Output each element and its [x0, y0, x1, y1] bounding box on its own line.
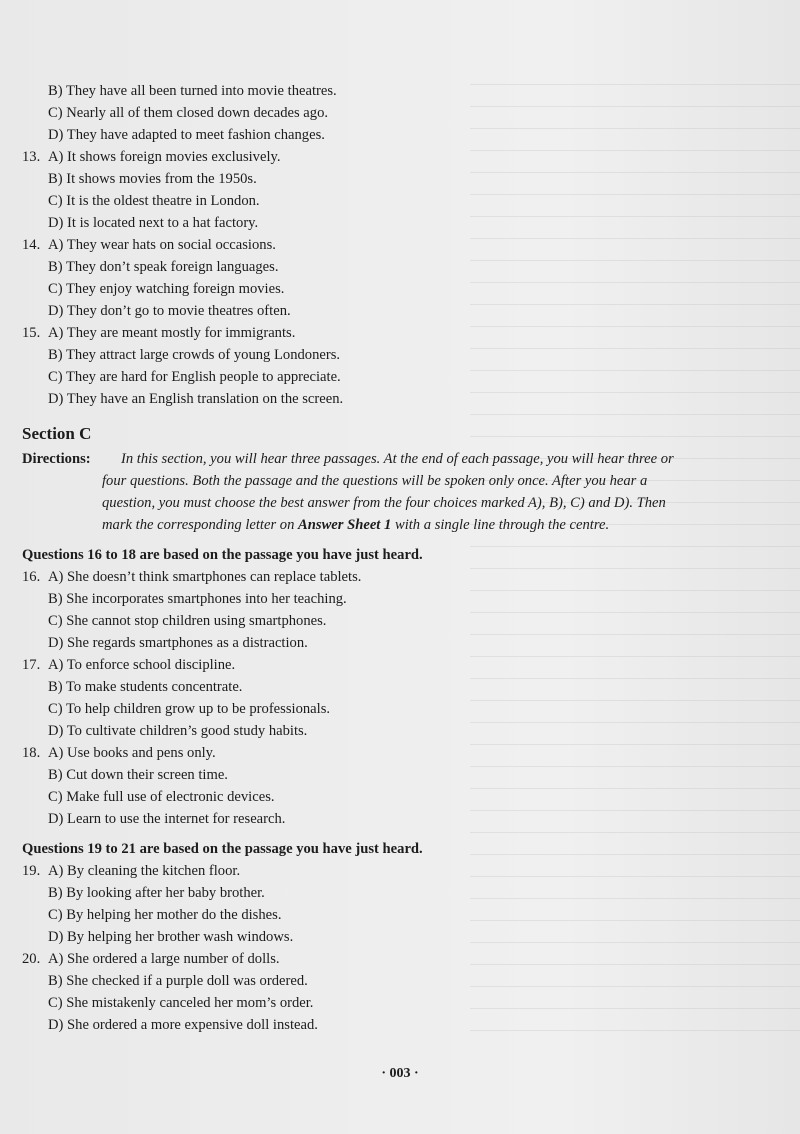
answer-option-line — [22, 190, 762, 212]
answer-option-line — [22, 860, 762, 882]
answer-option-line — [22, 366, 762, 388]
answer-option-text: D) To cultivate children’s good study habits. — [48, 723, 308, 739]
directions-line-1: In this section, you will hear three passages. At the end of each passage, you will hear three or — [121, 451, 674, 467]
answer-option-line — [22, 970, 762, 992]
answer-sheet-reference: Answer Sheet 1 — [298, 517, 392, 533]
question-number: 16. — [22, 569, 41, 585]
answer-option-line — [22, 588, 762, 610]
answer-option-line — [22, 344, 762, 366]
answer-option-line — [22, 322, 762, 344]
answer-option-line — [22, 212, 762, 234]
answer-option-text: D) They have an English translation on the screen. — [48, 391, 344, 407]
answer-option-line — [22, 698, 762, 720]
answer-option-line — [22, 882, 762, 904]
answer-option-line — [22, 256, 762, 278]
questions-19-21-header: Questions 19 to 21 are based on the passage you have just heard. — [22, 841, 423, 857]
answer-option-text: B) Cut down their screen time. — [48, 767, 228, 783]
answer-option-line — [22, 742, 762, 764]
question-number: 13. — [22, 149, 41, 165]
questions-19-21 — [22, 860, 762, 1036]
answer-option-text: A) It shows foreign movies exclusively. — [48, 149, 281, 165]
question-number: 17. — [22, 657, 41, 673]
answer-option-text: A) She doesn’t think smartphones can replace tablets. — [48, 569, 362, 585]
question-number: 19. — [22, 863, 41, 879]
answer-option-text: A) To enforce school discipline. — [48, 657, 236, 673]
answer-option-line — [22, 102, 762, 124]
question-number: 15. — [22, 325, 41, 341]
answer-option-text: D) Learn to use the internet for research. — [48, 811, 286, 827]
answer-option-line — [22, 676, 762, 698]
questions-16-18 — [22, 566, 762, 830]
answer-option-line — [22, 808, 762, 830]
answer-option-text: B) She checked if a purple doll was ordered. — [48, 973, 308, 989]
section-c-title: Section C — [22, 424, 92, 443]
answer-option-text: D) It is located next to a hat factory. — [48, 215, 259, 231]
answer-option-text: C) They are hard for English people to appreciate. — [48, 369, 341, 385]
answer-option-text: C) To help children grow up to be professionals. — [48, 701, 331, 717]
directions-line-3: question, you must choose the best answer from the four choices marked A), B), C) and D). Then — [102, 495, 666, 511]
answer-option-text: B) By looking after her baby brother. — [48, 885, 265, 901]
answer-option-text: D) They have adapted to meet fashion changes. — [48, 127, 325, 143]
answer-option-line — [22, 80, 762, 102]
answer-option-line — [22, 992, 762, 1014]
answer-option-text: C) Make full use of electronic devices. — [48, 789, 275, 805]
directions-line-4a: mark the corresponding letter on — [102, 517, 299, 533]
directions-line-2: four questions. Both the passage and the questions will be spoken only once. After you hear a — [102, 473, 648, 489]
answer-option-text: A) They are meant mostly for immigrants. — [48, 325, 296, 341]
answer-option-line — [22, 388, 762, 410]
answer-option-text: A) She ordered a large number of dolls. — [48, 951, 280, 967]
answer-option-line — [22, 764, 762, 786]
answer-option-line — [22, 300, 762, 322]
answer-option-text: D) By helping her brother wash windows. — [48, 929, 294, 945]
answer-option-text: B) They attract large crowds of young Londoners. — [48, 347, 341, 363]
page-content — [22, 80, 762, 1036]
answer-option-line — [22, 124, 762, 146]
answer-option-text: C) She cannot stop children using smartphones. — [48, 613, 327, 629]
answer-option-text: D) She regards smartphones as a distraction. — [48, 635, 308, 651]
answer-option-line — [22, 632, 762, 654]
answer-option-line — [22, 654, 762, 676]
question-number: 20. — [22, 951, 41, 967]
answer-option-line — [22, 234, 762, 256]
answer-option-text: B) To make students concentrate. — [48, 679, 243, 695]
answer-option-text: C) She mistakenly canceled her mom’s order. — [48, 995, 314, 1011]
answer-option-line — [22, 168, 762, 190]
answer-option-line — [22, 720, 762, 742]
answer-option-text: B) They have all been turned into movie theatres. — [48, 83, 337, 99]
directions-label: Directions: — [22, 451, 91, 467]
answer-option-text: C) It is the oldest theatre in London. — [48, 193, 260, 209]
question-number: 18. — [22, 745, 41, 761]
answer-option-text: C) By helping her mother do the dishes. — [48, 907, 282, 923]
answer-option-text: A) By cleaning the kitchen floor. — [48, 863, 241, 879]
page-number: · 003 · — [381, 1066, 419, 1081]
answer-option-text: A) They wear hats on social occasions. — [48, 237, 276, 253]
answer-option-text: A) Use books and pens only. — [48, 745, 216, 761]
answer-option-line — [22, 926, 762, 948]
answer-option-text: B) She incorporates smartphones into her teaching. — [48, 591, 347, 607]
answer-option-line — [22, 610, 762, 632]
directions-line-4c: with a single line through the centre. — [391, 517, 610, 533]
answer-option-line — [22, 566, 762, 588]
section-c-directions — [22, 448, 762, 536]
answer-option-text: D) They don’t go to movie theatres often. — [48, 303, 291, 319]
answer-option-line — [22, 904, 762, 926]
answer-option-text: C) They enjoy watching foreign movies. — [48, 281, 285, 297]
listening-section-b-continued — [22, 80, 762, 410]
answer-option-line — [22, 278, 762, 300]
answer-option-text: B) They don’t speak foreign languages. — [48, 259, 279, 275]
directions-line-4 — [22, 514, 762, 536]
answer-option-text: D) She ordered a more expensive doll instead. — [48, 1017, 318, 1033]
answer-option-line — [22, 948, 762, 970]
answer-option-text: B) It shows movies from the 1950s. — [48, 171, 257, 187]
answer-option-line — [22, 1014, 762, 1036]
answer-option-text: C) Nearly all of them closed down decades ago. — [48, 105, 329, 121]
answer-option-line — [22, 786, 762, 808]
question-number: 14. — [22, 237, 41, 253]
answer-option-line — [22, 146, 762, 168]
questions-16-18-header: Questions 16 to 18 are based on the passage you have just heard. — [22, 547, 423, 563]
